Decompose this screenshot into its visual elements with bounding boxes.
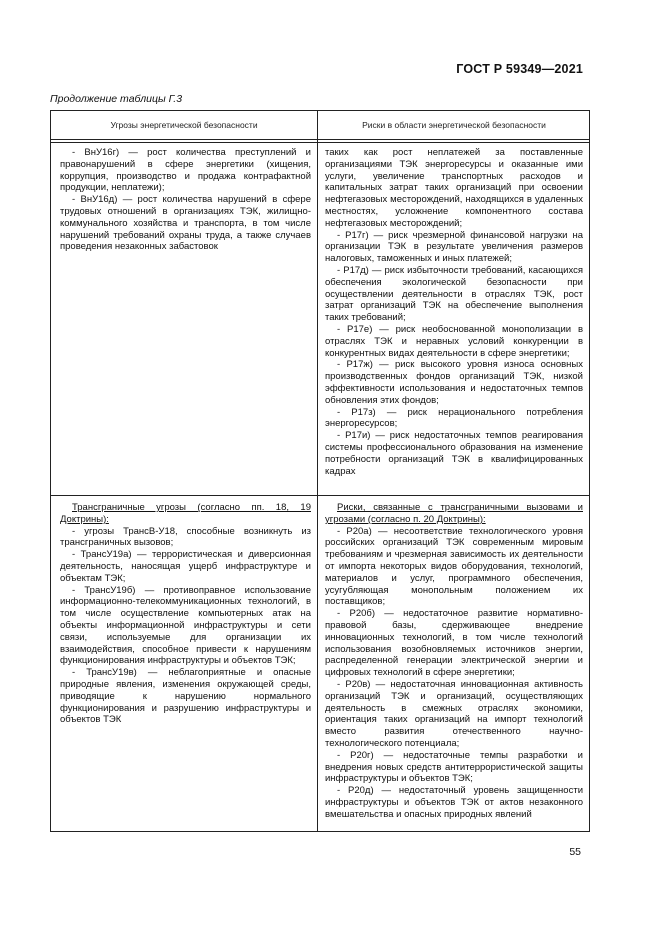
paragraph: - Р20г) — недостаточные темпы разработки и внедрения новых средств антитеррористической защиты инфраструктуры и объектов ТЭК;	[325, 749, 583, 785]
column-divider	[317, 111, 318, 831]
section-heading: Риски, связанные с трансграничными вызовами и угрозами (согласно п. 20 Доктрины):	[325, 502, 583, 525]
paragraph: - Р17д) — риск избыточности требований, касающихся обеспечения экологической безопасности при осуществлении деятельности в отраслях ТЭК, рост затрат организаций ТЭК на обеспечение выполнения таких требований;	[325, 264, 583, 324]
paragraph: - ТрансУ19в) — неблагоприятные и опасные природные явления, изменения окружающей среды, приводящие к нарушению нормального функционирования и разрушению инфраструктуры и объектов ТЭК	[60, 667, 311, 726]
paragraph: - ТрансУ19б) — противоправное использование информационно-телекоммуникационных технологий, в том числе осуществление компьютерных атак на объекты информационной инфраструктуры и сети связи, используемые для организации их взаимодействия, способное привести к нарушениям функционирования инфраструктуры и объектов ТЭК;	[60, 584, 311, 667]
paragraph: - ТрансУ19а) — террористическая и диверсионная деятельность, наносящая ущерб инфраструктуре и объектам ТЭК;	[60, 549, 311, 584]
page-number: 55	[569, 846, 581, 858]
column-header-risks: Риски в области энергетической безопасности	[362, 120, 546, 130]
paragraph: - Р17з) — риск нерационального потребления энергоресурсов;	[325, 406, 583, 430]
risk-table	[50, 110, 590, 832]
paragraph: - Р20в) — недостаточная инновационная активность организаций ТЭК и организаций, осуществляющих деятельность в смежных отраслях экономики, ориентация таких организаций на импорт технологий вместо развития отечественного научно-технологического потенциала;	[325, 678, 583, 749]
paragraph: - Р17ж) — риск высокого уровня износа основных производственных фондов организаций ТЭК, низкой эффективности использования и недостаточных темпов обновления этих фондов;	[325, 359, 583, 406]
paragraph: - Р17г) — риск чрезмерной финансовой нагрузки на организации ТЭК в результате увеличения размеров налоговых, таможенных и иных платежей;	[325, 229, 583, 265]
paragraph: - Р20а) — несоответствие технологического уровня российских организаций ТЭК современным мировым требованиям и чрезмерная зависимость их деятельности от импорта некоторых видов оборудования, технологий, материалов и услуг, программного обеспечения, усугубляющая монопольным положением их поставщиков;	[325, 525, 583, 608]
row1-threats-cell	[60, 147, 311, 253]
header-divider-double	[51, 142, 589, 143]
row-divider	[51, 495, 589, 496]
section-heading: Трансграничные угрозы (согласно пп. 18, 19 Доктрины):	[60, 502, 311, 525]
paragraph: - Р17и) — риск недостаточных темпов реагирования системы профессионального образования на изменение потребности организаций ТЭК в квалифицированных кадрах	[325, 430, 583, 477]
paragraph: - ВнУ16г) — рост количества преступлений и правонарушений в сфере энергетики (хищения, коррупция, производство и продажа контрафактной продукции, неплатежи);	[60, 147, 311, 194]
paragraph: - Р20б) — недостаточное развитие нормативно-правовой базы, сдерживающее внедрение инновационных технологий, в том числе технологий использования возобновляемых источников энергии, распределенной генерации электрической энергии и цифровых технологий в сфере энергетики;	[325, 608, 583, 679]
paragraph: - ВнУ16д) — рост количества нарушений в сфере трудовых отношений в организациях ТЭК, жилищно-коммунального хозяйства и транспорта, в том числе нарушений требований охраны труда, а также случаев проведения незаконных забастовок	[60, 194, 311, 253]
paragraph: - Р17е) — риск необоснованной монополизации в отраслях ТЭК и неравных условий конкуренции в конкурентных видах деятельности в сфере энергетики;	[325, 323, 583, 359]
row2-risks-cell	[325, 502, 583, 821]
header-divider	[51, 139, 589, 140]
table-caption: Продолжение таблицы Г.3	[50, 93, 183, 105]
row2-threats-cell	[60, 502, 311, 726]
row1-risks-cell	[325, 147, 583, 477]
column-header-threats: Угрозы энергетической безопасности	[110, 120, 258, 130]
document-code: ГОСТ Р 59349—2021	[456, 62, 583, 76]
paragraph: - угрозы ТрансВ-У18, способные возникнуть из трансграничных вызовов;	[60, 525, 311, 549]
paragraph: - Р20д) — недостаточный уровень защищенности инфраструктуры и объектов ТЭК от актов незаконного вмешательства и опасных природных явлений	[325, 785, 583, 820]
paragraph: таких как рост неплатежей за поставленные организациями ТЭК энергоресурсы и оказанные ими услуги, увеличение транспортных расходов и капитальных затрат таких организаций при освоении нефтегазовых месторождений, находящихся в удаленных местностях, усложнение компонентного состава нефтегазовых месторождений;	[325, 147, 583, 229]
